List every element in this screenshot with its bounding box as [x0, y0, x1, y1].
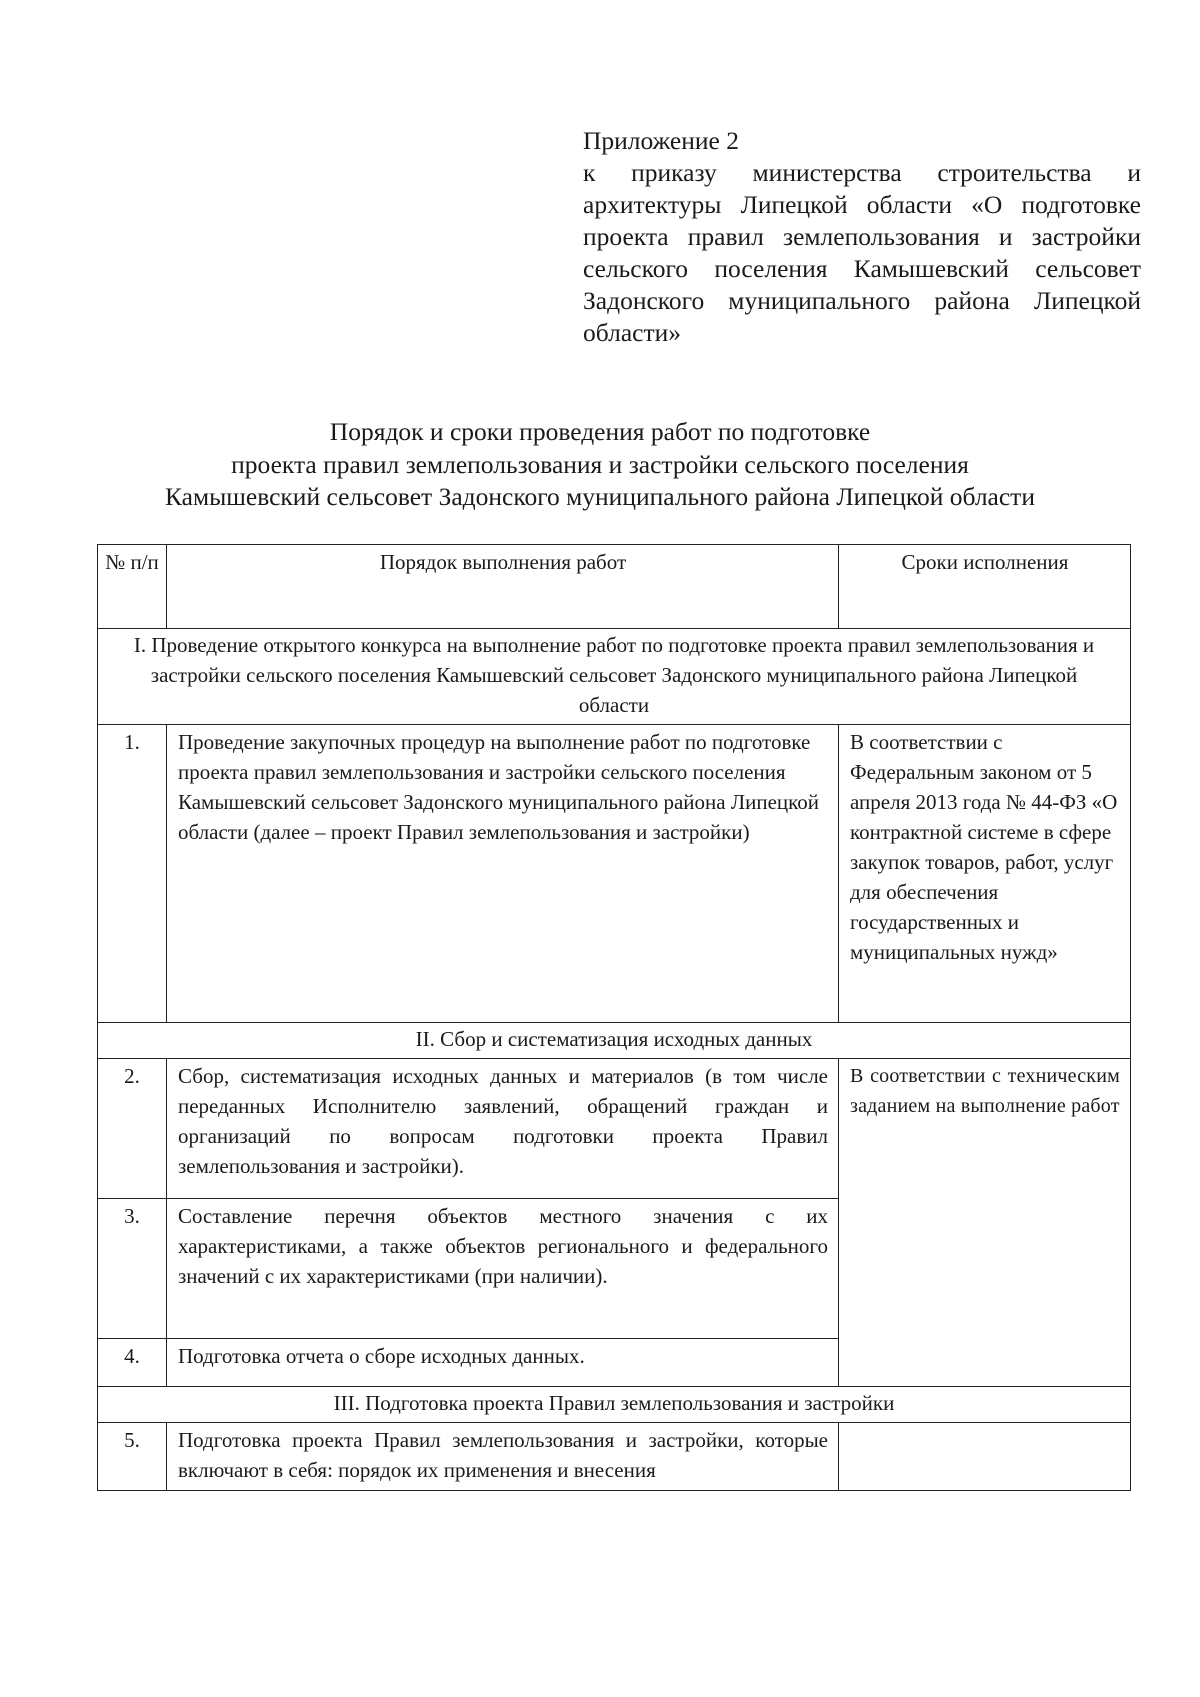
appendix-block — [583, 125, 1141, 349]
row-num: 5. — [98, 1423, 167, 1491]
heading-line-3: Камышевский сельсовет Задонского муниципального района Липецкой области — [165, 482, 1035, 511]
appendix-text: к приказу министерства строительства и архитектуры Липецкой области «О подготовке проекта правил землепользования и застройки сельского поселения Камышевский сельсовет Задонского муниципального района Липецкой области» — [583, 158, 1141, 347]
row-num: 1. — [98, 725, 167, 1023]
section-3-title: III. Подготовка проекта Правил землепользования и застройки — [98, 1387, 1131, 1423]
heading-line-2: проекта правил землепользования и застройки сельского поселения — [231, 449, 969, 479]
row-num: 4. — [98, 1339, 167, 1387]
section-row — [98, 1387, 1131, 1423]
row-work: Составление перечня объектов местного значения с их характеристиками, а также объектов регионального и федерального значений с их характеристиками (при наличии). — [167, 1199, 839, 1339]
section-1-title: I. Проведение открытого конкурса на выполнение работ по подготовке проекта правил землепользования и застройки сельского поселения Камышевский сельсовет Задонского муниципального района Липецкой области — [98, 629, 1131, 725]
section-2-title: II. Сбор и систематизация исходных данных — [98, 1023, 1131, 1059]
row-work: Сбор, систематизация исходных данных и материалов (в том числе переданных Исполнителю заявлений, обращений граждан и организаций по вопросам подготовки проекта Правил землепользования и застройки). — [167, 1059, 839, 1199]
works-table — [97, 544, 1131, 1491]
document-heading — [60, 416, 1140, 514]
section-row — [98, 1023, 1131, 1059]
table-row — [98, 1423, 1131, 1491]
appendix-title: Приложение 2 — [583, 126, 739, 155]
row-term: В соответствии с Федеральным законом от 5 апреля 2013 года № 44-ФЗ «О контрактной системе в сфере закупок товаров, работ, услуг для обеспечения государственных и муниципальных нужд» — [839, 725, 1131, 1023]
row-term-text: В соответствии с техническим заданием на выполнение работ — [850, 1065, 1120, 1117]
row-work: Подготовка проекта Правил землепользования и застройки, которые включают в себя: порядок их применения и внесения — [167, 1423, 839, 1491]
table-row — [98, 1059, 1131, 1199]
table-row — [98, 725, 1131, 1023]
row-term — [839, 1423, 1131, 1491]
section-row — [98, 629, 1131, 725]
header-work: Порядок выполнения работ — [167, 545, 839, 629]
row-num: 3. — [98, 1199, 167, 1339]
heading-line-1: Порядок и сроки проведения работ по подготовке — [329, 417, 871, 446]
header-term: Сроки исполнения — [839, 545, 1131, 629]
row-work: Подготовка отчета о сборе исходных данных. — [167, 1339, 839, 1387]
row-work: Проведение закупочных процедур на выполнение работ по подготовке проекта правил землепользования и застройки сельского поселения Камышевский сельсовет Задонского муниципального района Липецкой области (далее – проект Правил землепользования и застройки) — [167, 725, 839, 1023]
table-header-row — [98, 545, 1131, 629]
header-num: № п/п — [98, 545, 167, 629]
row-term — [839, 1059, 1131, 1387]
row-num: 2. — [98, 1059, 167, 1199]
